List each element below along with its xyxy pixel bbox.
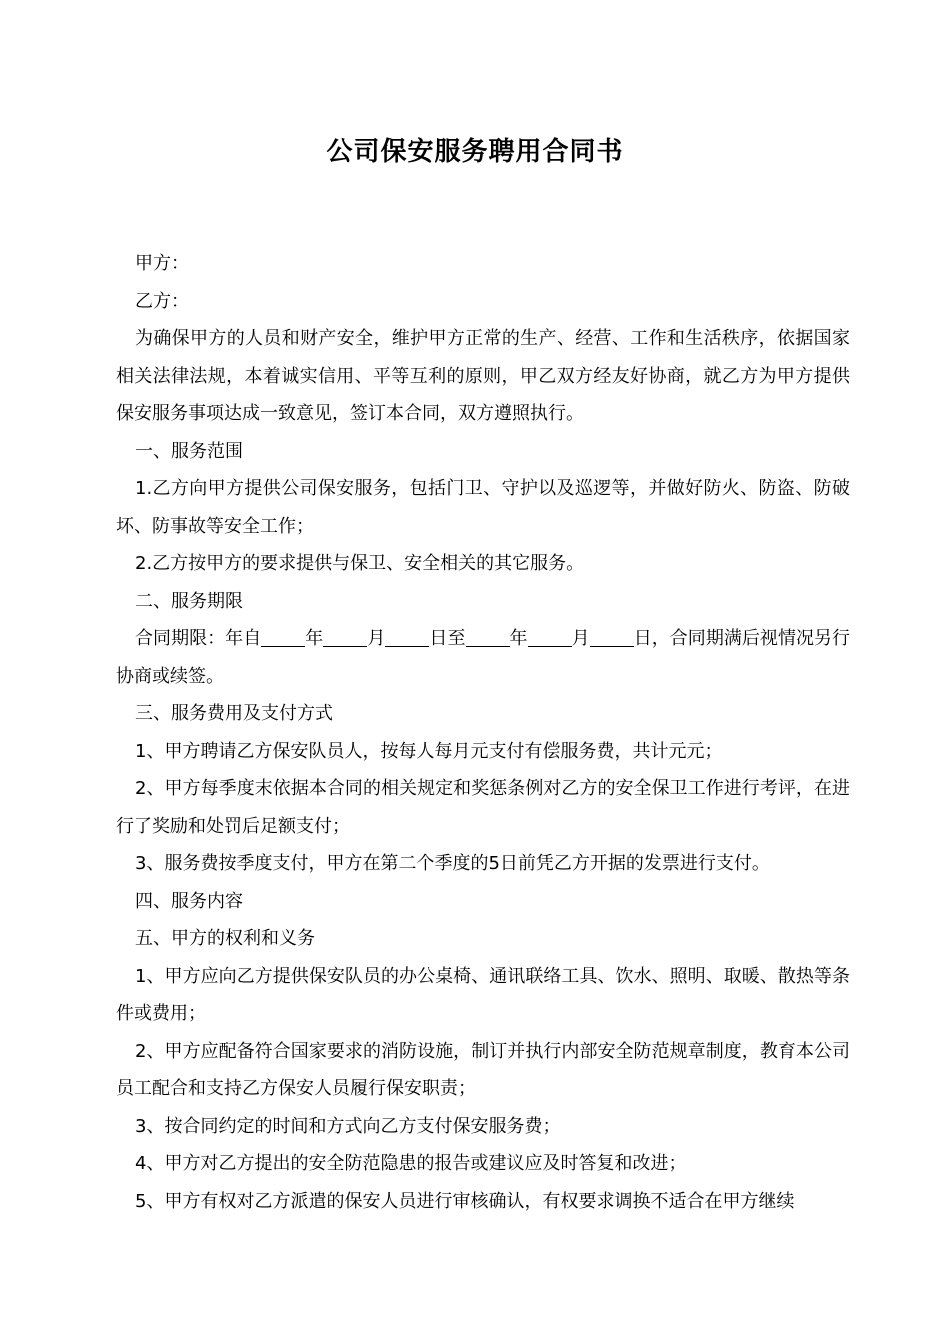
document-title: 公司保安服务聘用合同书: [326, 137, 624, 167]
section-5-item-3: 3、按合同约定的时间和方式向乙方支付保安服务费；: [135, 1115, 561, 1137]
section-1-item-1: 1.乙方向甲方提供公司保安服务，包括门卫、守护以及巡逻等，并做好防火、防盗、防破坏、防事故等安全工作；: [116, 478, 850, 537]
month-label: 月: [367, 628, 386, 649]
day-end-text: 日，合同期满后视情况另行协商或续签。: [116, 628, 851, 687]
section-3-heading: 三、服务费用及支付方式: [135, 703, 333, 724]
section-2-heading: 二、服务期限: [135, 590, 243, 612]
year-label: 年: [509, 628, 528, 649]
blank-field: [385, 628, 429, 647]
section-5-item-2: 2、甲方应配备符合国家要求的消防设施，制订并执行内部安全防范规章制度，教育本公司员工配合和支持乙方保安人员履行保安职责；: [116, 1040, 850, 1099]
section-1-item-2: 2.乙方按甲方的要求提供与保卫、安全相关的其它服务。: [135, 553, 585, 574]
term-label: 合同期限：年自: [135, 628, 262, 649]
section-4-heading: 四、服务内容: [135, 890, 243, 912]
blank-field: [323, 628, 367, 647]
blank-field: [590, 628, 634, 647]
section-5-item-5: 5、甲方有权对乙方派遣的保安人员进行审核确认，有权要求调换不适合在甲方继续: [135, 1190, 795, 1212]
party-b-line: 乙方：: [135, 290, 189, 312]
document-body: [116, 245, 850, 1220]
section-3-item-3: 3、服务费按季度支付，甲方在第二个季度的5日前凭乙方开据的发票进行支付。: [135, 853, 770, 874]
section-5-item-4: 4、甲方对乙方提出的安全防范隐患的报告或建议应及时答复和改进；: [135, 1153, 687, 1174]
section-1-heading: 一、服务范围: [135, 440, 243, 462]
section-5-heading: 五、甲方的权利和义务: [135, 928, 315, 949]
blank-field: [261, 628, 305, 647]
blank-field: [466, 628, 510, 647]
section-5-item-1: 1、甲方应向乙方提供保安队员的办公桌椅、通讯联络工具、饮水、照明、取暖、散热等条件或费用；: [116, 965, 850, 1024]
section-3-item-2: 2、甲方每季度末依据本合同的相关规定和奖惩条例对乙方的安全保卫工作进行考评，在进行了奖励和处罚后足额支付；: [116, 778, 850, 837]
section-3-item-1: 1、甲方聘请乙方保安队员人，按每人每月元支付有偿服务费，共计元元；: [135, 740, 723, 762]
party-a-line: 甲方：: [135, 253, 189, 274]
contract-term-paragraph: [116, 620, 850, 695]
preamble-paragraph: 为确保甲方的人员和财产安全，维护甲方正常的生产、经营、工作和生活秩序，依据国家相关法律法规，本着诚实信用、平等互利的原则，甲乙双方经友好协商，就乙方为甲方提供保安服务事项达成一致意见，签订本合同，双方遵照执行。: [116, 328, 850, 424]
blank-field: [528, 628, 572, 647]
year-label: 年: [305, 628, 324, 649]
day-to-label: 日至: [429, 628, 466, 649]
month-label: 月: [571, 628, 590, 649]
